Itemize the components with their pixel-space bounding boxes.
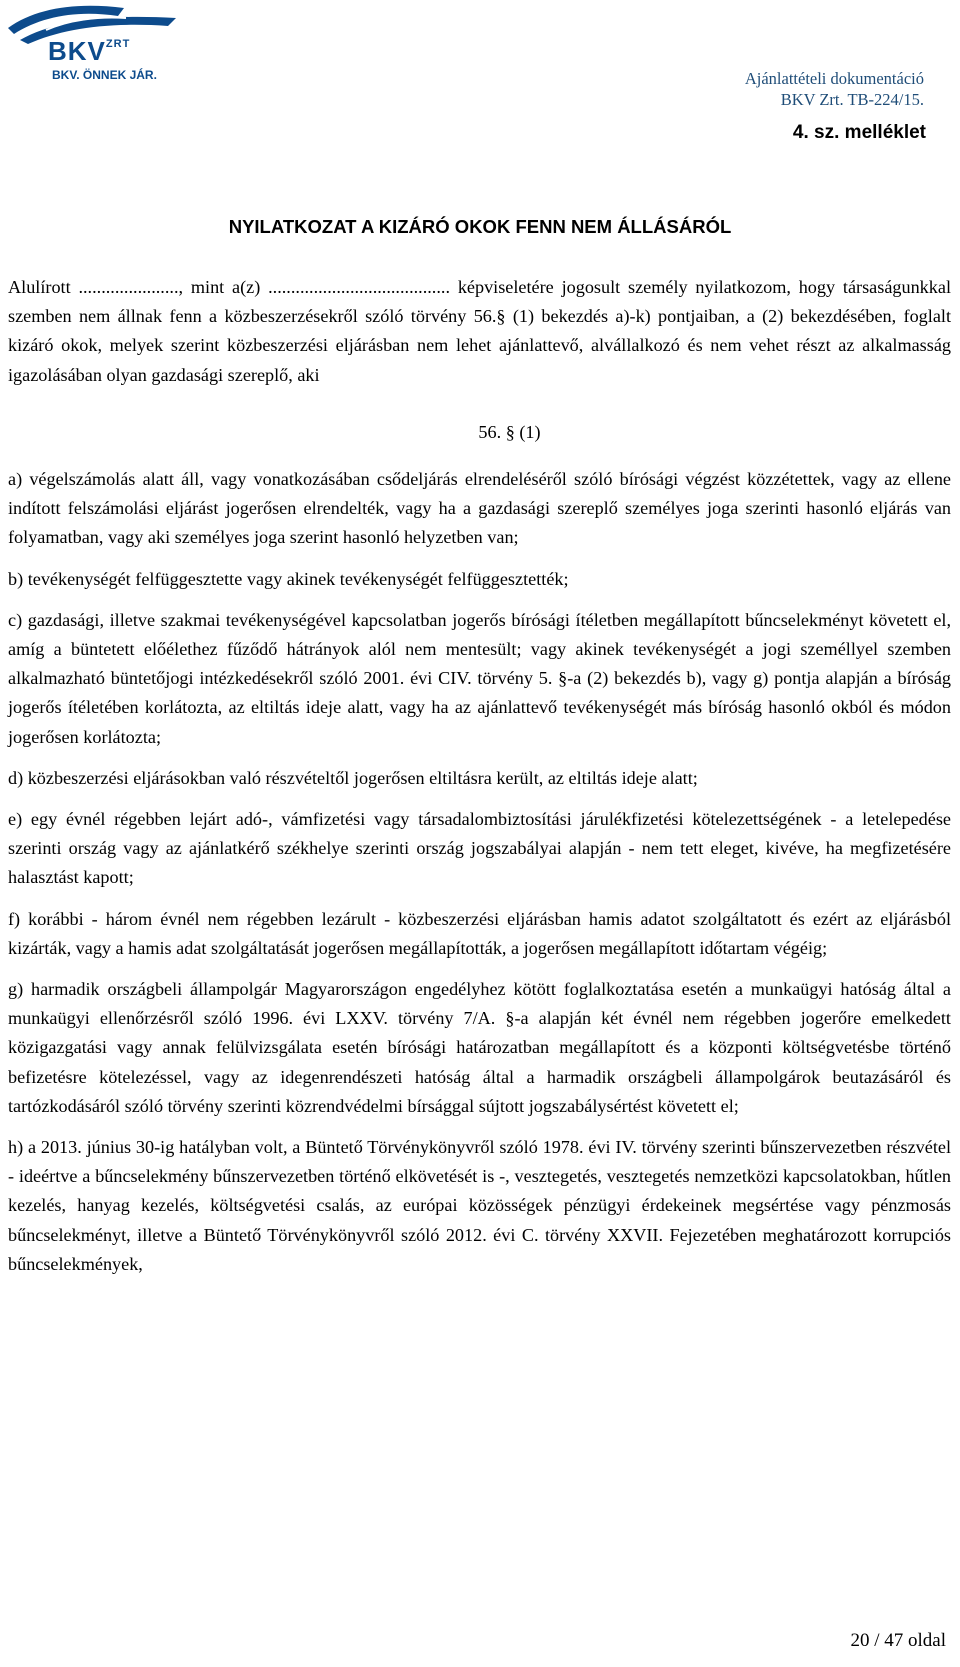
annex-label: 4. sz. melléklet — [792, 122, 926, 143]
list-item: a) végelszámolás alatt áll, vagy vonatkozásában csődeljárás elrendeléséről szóló bírósági végzést közzétettek, vagy az ellene indított felszámolási eljárást jogerősen elrendelték, vagy ha a gazdasági szereplő személyes joga szerinti hasonló eljárás van folyamatban, vagy aki személyes joga szerint hasonló helyzetben van; — [8, 469, 951, 548]
section-heading: 56. § (1) — [478, 421, 541, 442]
list-item: g) harmadik országbeli állampolgár Magyarországon engedélyhez kötött foglalkoztatása esetén a munkaügyi hatóság által a munkaügyi ellenőrzésről szóló 1996. évi LXXV. törvény 7/A. §-a alapján két évnél nem régebben jogerőre emelkedett közigazgatási vagy annak felülvizsgálata esetén bírósági határozatban megállapított és a központi költségvetésbe történő befizetésre kötelezéssel, vagy az idegenrendészeti hatóság által a harmadik országbeli állampolgárok beutazásáról és tartózkodásáról szóló törvény szerinti közrendvédelmi bírsággal sújtott jogszabálysértést követett el; — [8, 979, 951, 1116]
bkv-logo — [6, 0, 186, 90]
logo-superscript: ZRT — [105, 38, 131, 50]
list-item: h) a 2013. június 30-ig hatályban volt, a Büntető Törvénykönyvről szóló 1978. évi IV. törvény szerinti bűnszervezetben részvétel - ideértve a bűncselekmény bűnszervezetben történő elkövetését is -, vesztegetés, vesztegetés nemzetközi kapcsolatokban, hűtlen kezelés, hanyag kezelés, költségvetési csalás, az európai közösségek pénzügyi érdekeinek megsértése vagy pénzmosás bűncselekményt, illetve a Büntető Törvénykönyvről szóló 2012. évi C. törvény XXVII. Fejezetében meghatározott korrupciós bűncselekmények, — [8, 1137, 951, 1274]
doc-reference: BKV Zrt. TB-224/15. — [780, 90, 924, 109]
document-title: NYILATKOZAT A KIZÁRÓ OKOK FENN NEM ÁLLÁSÁRÓL — [228, 216, 732, 237]
list-item: d) közbeszerzési eljárásokban való részvételtől jogerősen eltiltásra került, az eltiltás ideje alatt; — [8, 767, 698, 788]
header-doc-info — [745, 68, 924, 110]
doc-type: Ajánlattételi dokumentáció — [744, 69, 924, 88]
list-item: f) korábbi - három évnél nem régebben lezárult - közbeszerzési eljárásban hamis adatot szolgáltatott és ezért az eljárásból kizárták, vagy a hamis adat szolgáltatását jogerősen megállapították, a jogerősen megállapított időtartam végéig; — [8, 908, 951, 958]
intro-paragraph: Alulírott ......................, mint a(z) ........................................ képviseletére jogosult személy nyilatkozom, hogy társaságunkkal szemben nem állnak fenn a közbeszerzésekről szóló törvény 56.§ (1) bekezdés a)-k) pontjaiban, a (2) bekezdésében, foglalt kizáró okok, melyek szerint közbeszerzési eljárásban nem lehet ajánlattevő, alvállalkozó és nem vehet részt az alkalmasság igazolásában olyan gazdasági szereplő, aki — [8, 277, 951, 385]
logo-slogan: BKV. ÖNNEK JÁR. — [52, 68, 157, 82]
document-body — [8, 273, 951, 1291]
logo-wordmark — [48, 36, 130, 67]
logo-text: BKV — [48, 36, 106, 66]
list-item: b) tevékenységét felfüggesztette vagy akinek tevékenységét felfüggesztették; — [8, 568, 569, 589]
list-item: c) gazdasági, illetve szakmai tevékenységével kapcsolatban jogerős bírósági ítéletben megállapított bűncselekményt követett el, amíg a büntetett előélethez fűződő hátrányok alól nem mentesült; vagy akinek tevékenységét a jogi személlyel szemben alkalmazható büntetőjogi intézkedésekről szóló 2001. évi CIV. törvény 5. §-a (2) bekezdés b), vagy g) pontja alapján a bíróság jogerős ítéletében korlátozta, az eltiltás ideje alatt, vagy ha az ajánlattevő tevékenységét más bíróság hasonló okból és módon jogerősen korlátozta; — [8, 609, 951, 747]
list-item: e) egy évnél régebben lejárt adó-, vámfizetési vagy társadalombiztosítási járulékfizetési kötelezettségének - a letelepedése szerinti ország vagy az ajánlatkérő székhelye szerinti ország jogszabályai alapján - nem tett eleget, kivéve, ha megfizetésére halasztást kapott; — [8, 809, 951, 888]
page-number: 20 / 47 oldal — [850, 1630, 946, 1651]
